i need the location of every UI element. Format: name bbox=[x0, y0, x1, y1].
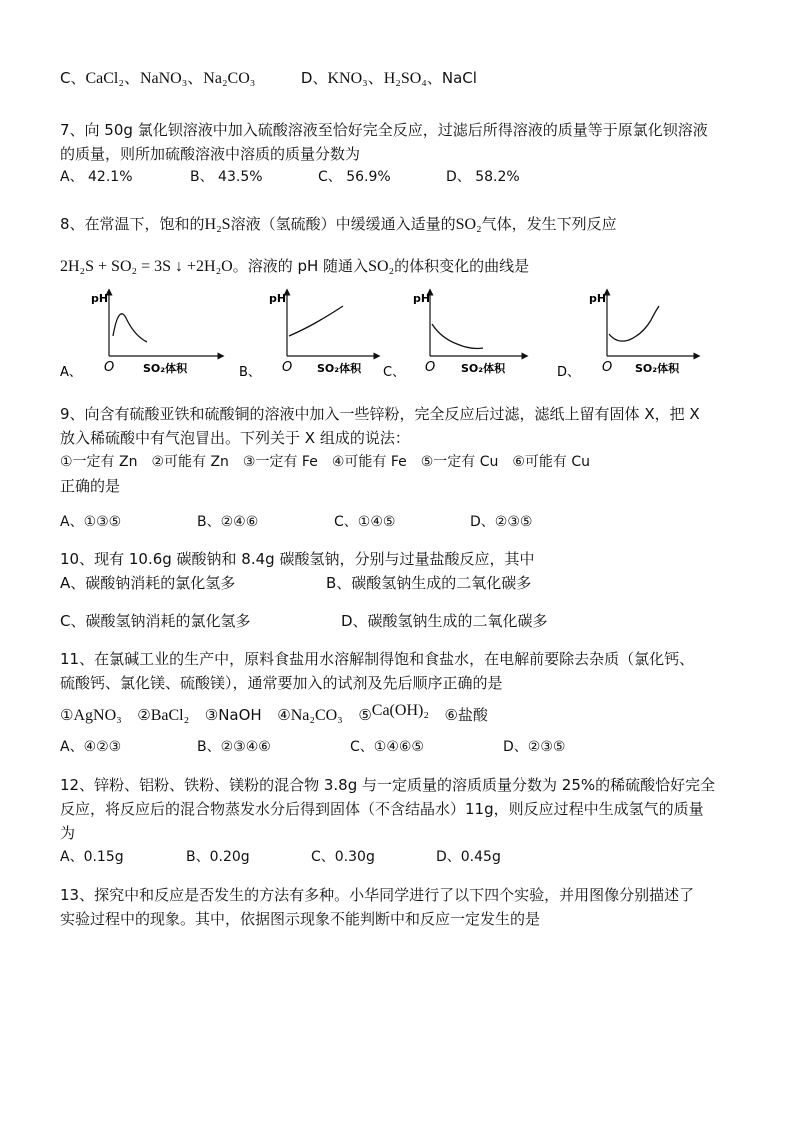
q6-option-c-label: C、 bbox=[60, 69, 86, 87]
q8-text-d: 。溶液的 pH 随通入 bbox=[232, 257, 369, 275]
q7-stem-line1: 7、向 50g 氯化钡溶液中加入硫酸溶液至恰好完全反应，过滤后所得溶液的质量等于原氯化钡溶液 bbox=[60, 121, 708, 139]
q8-text-b: 溶液（氢硫酸）中缓缓通入适量的 bbox=[230, 215, 456, 233]
q8-graph-a-curve bbox=[113, 314, 147, 342]
q11-reagent-na2co3: Na₂CO₃ bbox=[290, 707, 343, 724]
q8-graph-d-letter: D、 bbox=[557, 365, 581, 380]
q6-option-c-formula: CaCl₂、NaNO₃、Na₂CO₃ bbox=[85, 70, 256, 87]
q10-option-b[interactable]: B、碳酸氢钠生成的二氧化碳多 bbox=[326, 574, 532, 592]
q9-option-c[interactable]: C、①④⑤ bbox=[334, 514, 396, 530]
q8-stem-line2 bbox=[60, 254, 529, 279]
q9-option-d[interactable]: D、②③⑤ bbox=[470, 514, 533, 530]
q9-option-a[interactable]: A、①③⑤ bbox=[60, 514, 122, 530]
q8-graph-d-curve bbox=[609, 306, 659, 341]
q8-graph-c-xlabel: SO₂体积 bbox=[461, 362, 506, 375]
q8-graph-a-xlabel: SO₂体积 bbox=[143, 362, 188, 375]
q11-reagent-caoh2: Ca(OH)₂ bbox=[371, 702, 429, 719]
q11-option-a[interactable]: A、④②③ bbox=[60, 739, 122, 755]
q11-stem-line2: 硫酸钙、氯化镁、硫酸镁），通常要加入的试剂及先后顺序正确的是 bbox=[60, 674, 503, 692]
q6-option-d-tail: 、NaCl bbox=[426, 69, 477, 87]
q8-graph-a-origin: O bbox=[104, 360, 115, 375]
q13-stem-line1: 13、探究中和反应是否发生的方法有多种。小华同学进行了以下四个实验，并用图像分别描述了 bbox=[60, 886, 695, 904]
q8-graph-c-letter: C、 bbox=[383, 365, 406, 380]
q11-reagent-1-marker: ① bbox=[60, 706, 74, 724]
q9-stem-line4: 正确的是 bbox=[60, 477, 121, 495]
q12-stem-line2: 反应，将反应后的混合物蒸发水分后得到固体（不含结晶水）11g，则反应过程中生成氢气的质量 bbox=[60, 800, 704, 818]
q8-text-a: 8、在常温下，饱和的 bbox=[60, 215, 205, 233]
q8-graph-b-curve bbox=[289, 306, 343, 336]
q10-stem: 10、现有 10.6g 碳酸钠和 8.4g 碳酸氢钠，分别与过量盐酸反应，其中 bbox=[60, 550, 535, 568]
q7-option-d[interactable]: D、 58.2% bbox=[446, 169, 520, 185]
q9-stem-line2: 放入稀硫酸中有气泡冒出。下列关于 X 组成的说法： bbox=[60, 429, 410, 447]
q8-formula-so2: SO₂ bbox=[455, 216, 482, 233]
q11-option-c[interactable]: C、①④⑥⑤ bbox=[350, 739, 424, 755]
q11-reagent-2-marker: ② bbox=[137, 706, 151, 724]
q8-graph-a[interactable] bbox=[60, 292, 221, 380]
q8-text-c: 气体，发生下列反应 bbox=[481, 215, 617, 233]
q11-option-b[interactable]: B、②③④⑥ bbox=[197, 739, 271, 755]
q11-reagent-agno3: AgNO₃ bbox=[73, 707, 122, 724]
q8-graph-b-letter: B、 bbox=[239, 365, 261, 380]
q11-reagent-hcl: ⑥盐酸 bbox=[444, 706, 488, 724]
q8-graph-b-origin: O bbox=[282, 360, 293, 375]
q7-stem-line2: 的质量，则所加硫酸溶液中溶质的质量分数为 bbox=[60, 145, 361, 163]
q8-formula-h2s: H₂S bbox=[204, 216, 231, 233]
q8-graph-a-letter: A、 bbox=[60, 365, 82, 380]
q6-option-d-formula: KNO₃、H₂SO₄ bbox=[327, 70, 427, 87]
q8-graph-d-ylabel: pH bbox=[589, 292, 607, 305]
q11-reagent-5-marker: ⑤ bbox=[358, 706, 372, 724]
q8-graph-c-origin: O bbox=[425, 360, 436, 375]
q8-graph-b-ylabel: pH bbox=[269, 292, 287, 305]
q8-graph-c-ylabel: pH bbox=[413, 292, 431, 305]
q9-statements: ①一定有 Zn ②可能有 Zn ③一定有 Fe ④可能有 Fe ⑤一定有 Cu ⑥可能有 Cu bbox=[60, 454, 591, 470]
q11-stem-line1: 11、在氯碱工业的生产中，原料食盐用水溶解制得饱和食盐水，在电解前要除去杂质（氯化钙、 bbox=[60, 650, 695, 668]
q8-equation: 2H₂S + SO₂ = 3S ↓ +2H₂O bbox=[60, 258, 233, 275]
q11-reagent-bacl2: BaCl₂ bbox=[150, 707, 190, 724]
q10-option-a[interactable]: A、碳酸钠消耗的氯化氢多 bbox=[60, 574, 236, 592]
q8-stem-line1 bbox=[60, 212, 617, 237]
q8-graph-c[interactable] bbox=[383, 292, 525, 380]
q6-options-line bbox=[60, 66, 477, 91]
q12-option-c[interactable]: C、0.30g bbox=[311, 849, 375, 865]
q12-option-a[interactable]: A、0.15g bbox=[60, 849, 124, 865]
q12-option-d[interactable]: D、0.45g bbox=[436, 849, 501, 865]
q8-formula-so2-2: SO₂ bbox=[368, 258, 395, 275]
q8-graph-a-ylabel: pH bbox=[91, 292, 109, 305]
q9-option-b[interactable]: B、②④⑥ bbox=[197, 514, 259, 530]
q9-stem-line1: 9、向含有硫酸亚铁和硫酸铜的溶液中加入一些锌粉，完全反应后过滤，滤纸上留有固体 X，把 X bbox=[60, 405, 700, 423]
q10-option-c[interactable]: C、碳酸氢钠消耗的氯化氢多 bbox=[60, 612, 251, 630]
q7-option-b[interactable]: B、 43.5% bbox=[190, 169, 263, 185]
q10-option-d[interactable]: D、碳酸氢钠生成的二氧化碳多 bbox=[341, 612, 548, 630]
q7-option-c[interactable]: C、 56.9% bbox=[318, 169, 391, 185]
q11-reagent-4-marker: ④ bbox=[277, 706, 291, 724]
q11-reagents bbox=[60, 703, 488, 728]
q12-stem-line3: 为 bbox=[60, 824, 76, 842]
q8-graph-b[interactable] bbox=[239, 292, 377, 380]
q8-text-e: 的体积变化的曲线是 bbox=[394, 257, 530, 275]
q11-option-d[interactable]: D、②③⑤ bbox=[503, 739, 566, 755]
q8-graph-d-xlabel: SO₂体积 bbox=[635, 362, 680, 375]
q6-option-d-label: D、 bbox=[300, 69, 328, 87]
q13-stem-line2: 实验过程中的现象。其中，依据图示现象不能判断中和反应一定发生的是 bbox=[60, 910, 541, 928]
q11-reagent-naoh: ③NaOH bbox=[204, 706, 262, 724]
q8-graph-d-origin: O bbox=[602, 360, 613, 375]
q7-option-a[interactable]: A、 42.1% bbox=[60, 169, 133, 185]
q8-graph-b-xlabel: SO₂体积 bbox=[317, 362, 362, 375]
q12-stem-line1: 12、锌粉、铝粉、铁粉、镁粉的混合物 3.8g 与一定质量的溶质质量分数为 25%的稀硫酸恰好完全 bbox=[60, 776, 716, 794]
q8-graphs bbox=[55, 284, 794, 384]
q8-graph-c-curve bbox=[432, 324, 483, 349]
q12-option-b[interactable]: B、0.20g bbox=[186, 849, 250, 865]
q8-graph-d[interactable] bbox=[557, 292, 697, 380]
